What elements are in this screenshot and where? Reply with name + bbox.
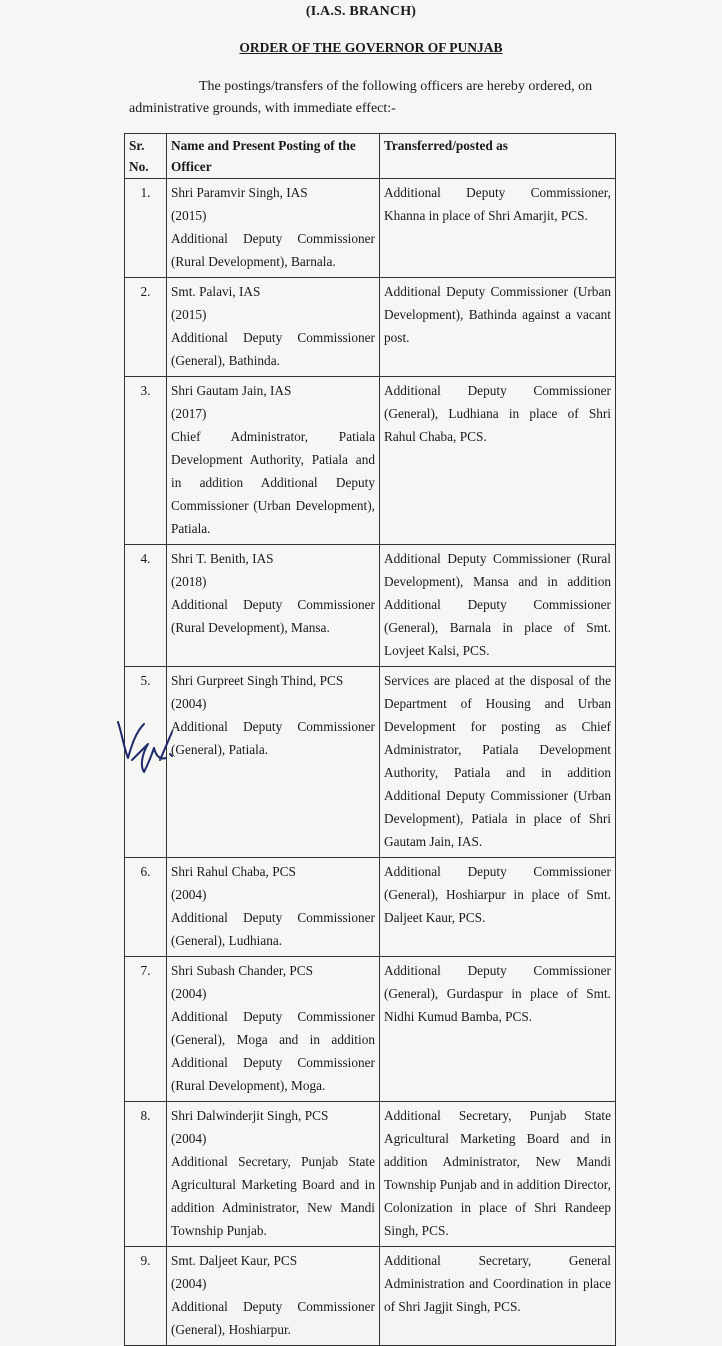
officer-cell xyxy=(167,1102,380,1247)
officer-batch: (2017) xyxy=(171,406,207,421)
present-posting: Additional Deputy Commissioner (Rural Development), Barnala. xyxy=(171,231,375,269)
initials-signature xyxy=(114,714,176,776)
transferred-posted-as: Additional Deputy Commissioner, Khanna in place of Shri Amarjit, PCS. xyxy=(380,179,616,278)
table-row xyxy=(125,1102,616,1247)
officer-name: Shri Rahul Chaba, PCS xyxy=(171,864,296,879)
officer-batch: (2004) xyxy=(171,696,207,711)
sr-no: 9. xyxy=(125,1247,167,1346)
officer-cell xyxy=(167,545,380,667)
table-row xyxy=(125,1247,616,1346)
transferred-posted-as: Additional Secretary, Punjab State Agricultural Marketing Board and in addition Administrator, New Mandi Township Punjab and in addition Director, Colonization in place of Shri Randeep Singh, PCS. xyxy=(380,1102,616,1247)
officer-name: Smt. Daljeet Kaur, PCS xyxy=(171,1253,298,1268)
sr-no: 3. xyxy=(125,377,167,545)
officer-cell xyxy=(167,858,380,957)
officer-name: Shri Subash Chander, PCS xyxy=(171,963,314,978)
officer-cell xyxy=(167,179,380,278)
officer-cell xyxy=(167,667,380,858)
sr-no: 8. xyxy=(125,1102,167,1247)
branch-heading: (I.A.S. BRANCH) xyxy=(305,4,417,19)
sr-no: 6. xyxy=(125,858,167,957)
present-posting: Additional Deputy Commissioner (General), Moga and in addition Additional Deputy Commissioner (Rural Development), Moga. xyxy=(171,1009,375,1093)
present-posting: Additional Secretary, Punjab State Agricultural Marketing Board and in addition Administrator, New Mandi Township Punjab. xyxy=(171,1154,375,1238)
header-officer: Name and Present Posting of the Officer xyxy=(167,134,380,179)
header-transferred: Transferred/posted as xyxy=(380,134,616,179)
officer-batch: (2018) xyxy=(171,574,207,589)
present-posting: Additional Deputy Commissioner (General), Ludhiana. xyxy=(171,910,375,948)
officer-cell xyxy=(167,1247,380,1346)
sr-no: 4. xyxy=(125,545,167,667)
table-row xyxy=(125,545,616,667)
officer-batch: (2004) xyxy=(171,1276,207,1291)
officer-name: Shri Gautam Jain, IAS xyxy=(171,383,292,398)
transferred-posted-as: Additional Deputy Commissioner (Urban Development), Bathinda against a vacant post. xyxy=(380,278,616,377)
table-row xyxy=(125,667,616,858)
present-posting: Additional Deputy Commissioner (General), Bathinda. xyxy=(171,330,375,368)
officer-name: Shri Dalwinderjit Singh, PCS xyxy=(171,1108,329,1123)
officer-name: Smt. Palavi, IAS xyxy=(171,284,261,299)
transferred-posted-as: Additional Deputy Commissioner (General), Gurdaspur in place of Smt. Nidhi Kumud Bamba, PCS. xyxy=(380,957,616,1102)
table-header-row xyxy=(125,134,616,179)
officer-name: Shri Paramvir Singh, IAS xyxy=(171,185,308,200)
sr-no: 5. xyxy=(125,667,167,858)
officer-cell xyxy=(167,377,380,545)
officer-batch: (2015) xyxy=(171,208,207,223)
sr-no: 1. xyxy=(125,179,167,278)
sr-no: 2. xyxy=(125,278,167,377)
officer-batch: (2004) xyxy=(171,887,207,902)
present-posting: Additional Deputy Commissioner (General), Patiala. xyxy=(171,719,375,757)
officer-batch: (2004) xyxy=(171,1131,207,1146)
header-sr-no: Sr. No. xyxy=(125,134,167,179)
transferred-posted-as: Services are placed at the disposal of the Department of Housing and Urban Development for posting as Chief Administrator, Patiala Development Authority, Patiala and in addition Additional Deputy Commissioner (Urban Development), Patiala in place of Shri Gautam Jain, IAS. xyxy=(380,667,616,858)
transferred-posted-as: Additional Secretary, General Administration and Coordination in place of Shri Jagjit Singh, PCS. xyxy=(380,1247,616,1346)
officer-batch: (2004) xyxy=(171,986,207,1001)
present-posting: Additional Deputy Commissioner (General), Hoshiarpur. xyxy=(171,1299,375,1337)
postings-table xyxy=(124,133,616,1346)
transferred-posted-as: Additional Deputy Commissioner (General), Ludhiana in place of Shri Rahul Chaba, PCS. xyxy=(380,377,616,545)
intro-paragraph: The postings/transfers of the following officers are hereby ordered, on administrative grounds, with immediate effect:- xyxy=(129,79,593,116)
order-title: ORDER OF THE GOVERNOR OF PUNJAB xyxy=(239,40,503,55)
transferred-posted-as: Additional Deputy Commissioner (General), Hoshiarpur in place of Smt. Daljeet Kaur, PCS. xyxy=(380,858,616,957)
officer-cell xyxy=(167,957,380,1102)
officer-name: Shri Gurpreet Singh Thind, PCS xyxy=(171,673,344,688)
sr-no: 7. xyxy=(125,957,167,1102)
table-row xyxy=(125,957,616,1102)
officer-name: Shri T. Benith, IAS xyxy=(171,551,274,566)
table-row xyxy=(125,179,616,278)
officer-cell xyxy=(167,278,380,377)
officer-batch: (2015) xyxy=(171,307,207,322)
table-row xyxy=(125,858,616,957)
table-row xyxy=(125,278,616,377)
table-row xyxy=(125,377,616,545)
transferred-posted-as: Additional Deputy Commissioner (Rural Development), Mansa and in addition Additional Deputy Commissioner (General), Barnala in place of Smt. Lovjeet Kalsi, PCS. xyxy=(380,545,616,667)
present-posting: Additional Deputy Commissioner (Rural Development), Mansa. xyxy=(171,597,375,635)
present-posting: Chief Administrator, Patiala Development Authority, Patiala and in addition Additional Deputy Commissioner (Urban Development), Patiala. xyxy=(171,429,375,536)
